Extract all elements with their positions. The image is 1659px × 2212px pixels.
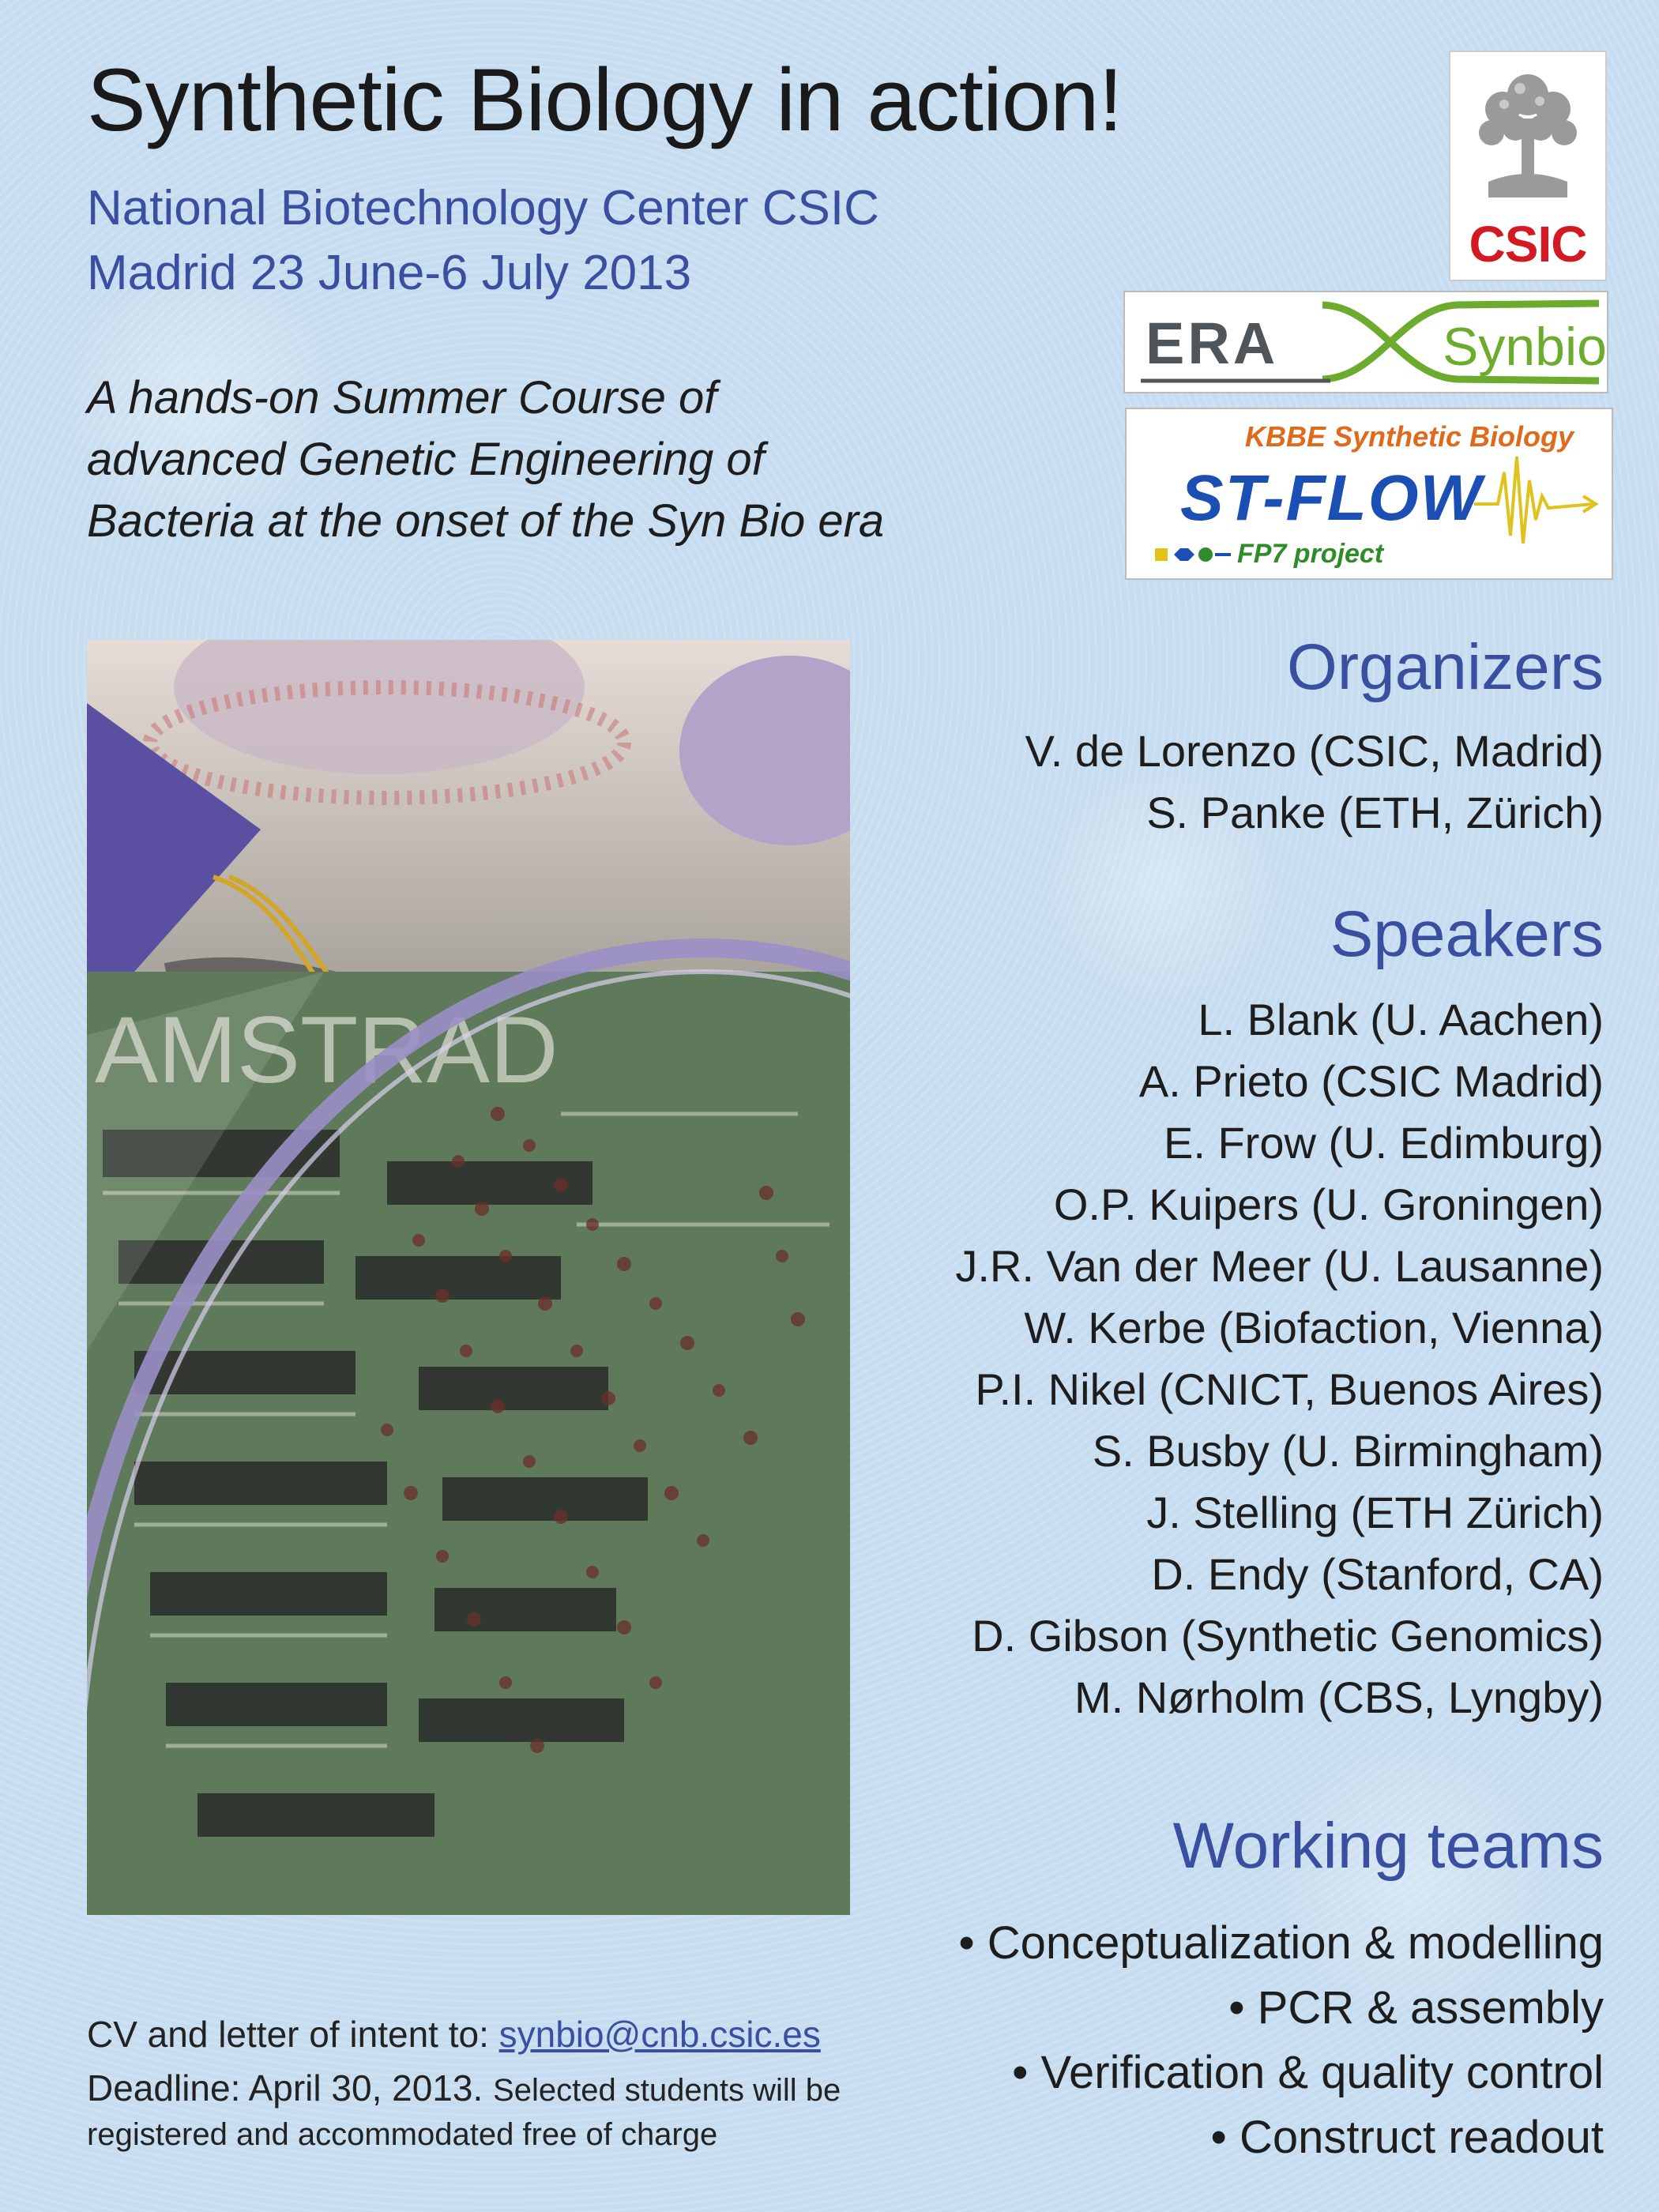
deadline-text: Deadline: April 30, 2013.: [87, 2067, 494, 2109]
speaker-item: J. Stelling (ETH Zürich): [1146, 1488, 1604, 1537]
synbio-wordmark: Synbio: [1443, 317, 1607, 377]
petri-dish-circuit-photo: [87, 640, 850, 1915]
csic-wordmark: CSIC: [1469, 216, 1587, 273]
tagline-line-2: advanced Genetic Engineering of: [87, 434, 765, 485]
board-brand-text: AMSTRAD: [95, 997, 559, 1103]
working-teams-heading: Working teams: [1172, 1810, 1604, 1882]
team-item: • Conceptualization & modelling: [958, 1917, 1604, 1969]
organizer-item: V. de Lorenzo (CSIC, Madrid): [1025, 726, 1604, 776]
tagline-line-3: Bacteria at the onset of the Syn Bio era: [87, 495, 885, 547]
speaker-item: D. Gibson (Synthetic Genomics): [972, 1611, 1604, 1661]
speaker-item: P.I. Nikel (CNICT, Buenos Aires): [975, 1364, 1604, 1414]
tagline-line-1: A hands-on Summer Course of: [87, 372, 717, 423]
subtitle-dates: Madrid 23 June-6 July 2013: [87, 246, 692, 300]
speaker-item: D. Endy (Stanford, CA): [1151, 1549, 1604, 1599]
speaker-item: L. Blank (U. Aachen): [1198, 995, 1604, 1044]
stflow-wordmark: ST-FLOW: [1180, 462, 1483, 534]
speakers-heading: Speakers: [1330, 898, 1604, 970]
st-flow-logo: [1125, 408, 1613, 580]
subtitle-institution: National Biotechnology Center CSIC: [87, 181, 879, 235]
speaker-item: A. Prieto (CSIC Madrid): [1138, 1056, 1604, 1106]
speaker-item: E. Frow (U. Edimburg): [1164, 1118, 1604, 1168]
stflow-program: KBBE Synthetic Biology: [1245, 420, 1574, 453]
team-item: • PCR & assembly: [1228, 1982, 1604, 2033]
selection-note: Selected students will be: [493, 2073, 841, 2108]
era-wordmark: ERA: [1146, 310, 1279, 376]
speaker-item: S. Busby (U. Birmingham): [1092, 1426, 1604, 1476]
speaker-item: M. Nørholm (CBS, Lyngby): [1074, 1672, 1604, 1722]
poster-title: Synthetic Biology in action!: [87, 51, 1123, 149]
csic-logo: [1449, 51, 1607, 281]
tree-emblem-icon: [1465, 63, 1591, 213]
speaker-item: O.P. Kuipers (U. Groningen): [1053, 1179, 1604, 1229]
team-item: • Construct readout: [1210, 2112, 1604, 2163]
selection-note-continued: registered and accommodated free of charge: [87, 2117, 718, 2152]
email-link[interactable]: synbio@cnb.csic.es: [498, 2014, 821, 2055]
organizer-item: S. Panke (ETH, Zürich): [1146, 788, 1604, 837]
speaker-item: J.R. Van der Meer (U. Lausanne): [955, 1241, 1604, 1291]
team-item: • Verification & quality control: [1012, 2047, 1604, 2098]
stflow-project-label: FP7 project: [1237, 539, 1384, 569]
deadline-line: [87, 2067, 841, 2109]
cv-contact-line: [87, 2013, 821, 2056]
speaker-item: W. Kerbe (Biofaction, Vienna): [1024, 1303, 1604, 1352]
organizers-heading: Organizers: [1286, 631, 1604, 703]
era-synbio-logo: [1123, 291, 1608, 393]
cv-label: CV and letter of intent to:: [87, 2014, 499, 2055]
